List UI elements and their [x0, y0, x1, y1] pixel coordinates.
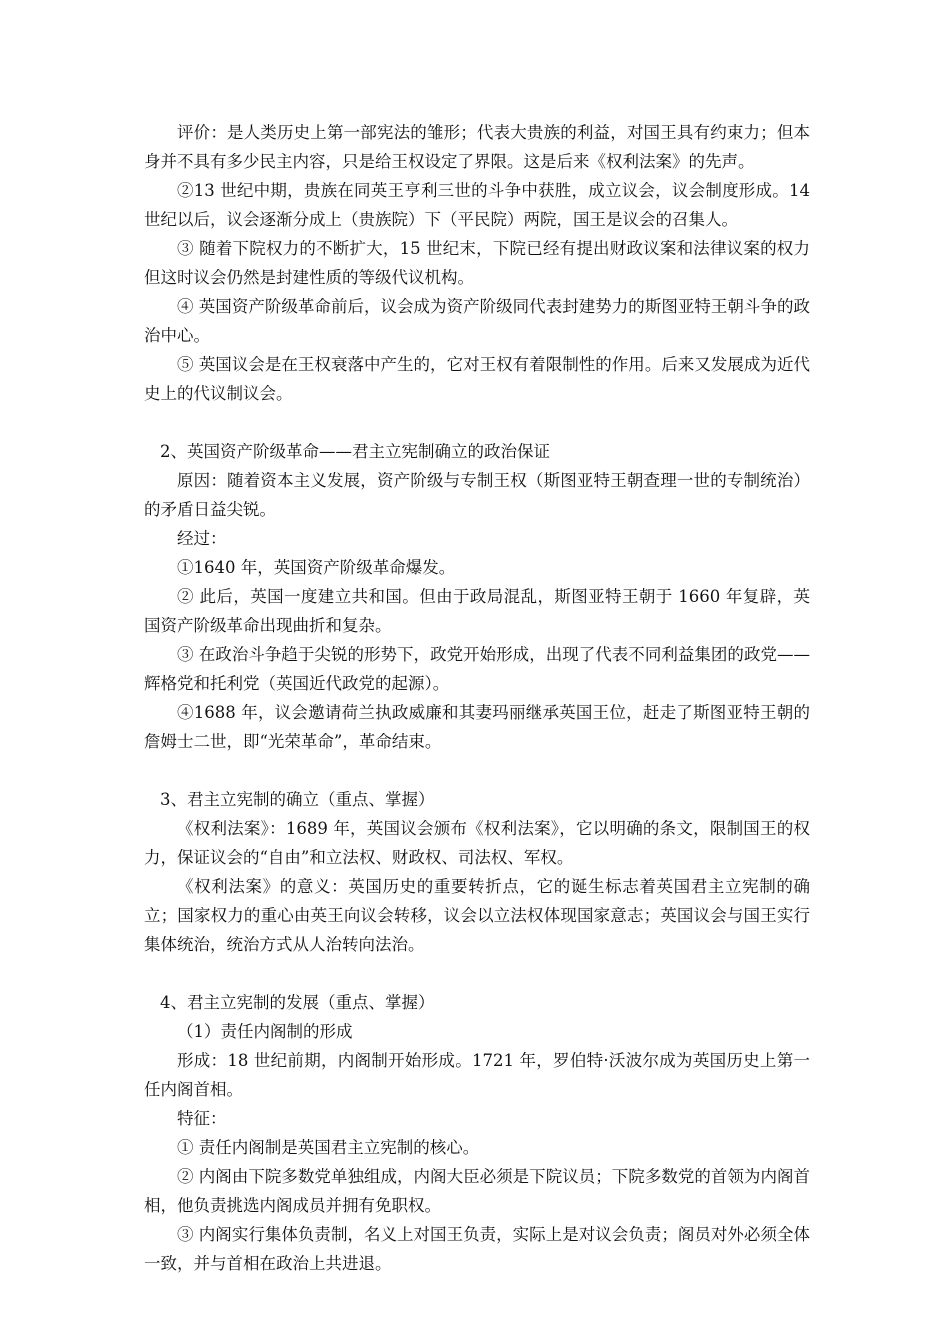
- section-gap: [144, 959, 810, 988]
- cabinet-feature-1: ① 责任内阁制是英国君主立宪制的核心。: [177, 1138, 480, 1157]
- revolution-point-1: ①1640 年，英国资产阶级革命爆发。: [177, 558, 456, 577]
- evaluation-paragraph: 评价：是人类历史上第一部宪法的雏形；代表大贵族的利益，对国王具有约束力；但本身并不具有多少民主内容，只是给王权设定了界限。这是后来《权利法案》的先声。: [144, 123, 810, 171]
- cabinet-subheading: （1）责任内阁制的形成: [177, 1022, 353, 1041]
- cabinet-formation: 形成：18 世纪前期，内阁制开始形成。1721 年，罗伯特·沃波尔成为英国历史上第一任内阁首相。: [144, 1051, 810, 1099]
- bill-of-rights-paragraph: 《权利法案》：1689 年，英国议会颁布《权利法案》，它以明确的条文，限制国王的权力，保证议会的“自由”和立法权、财政权、司法权、军权。: [144, 819, 810, 867]
- cabinet-features-label: 特征：: [177, 1109, 227, 1128]
- bill-of-rights-significance: 《权利法案》的意义：英国历史的重要转折点，它的诞生标志着英国君主立宪制的确立；国家权力的重心由英王向议会转移，议会以立法权体现国家意志；英国议会与国王实行集体统治，统治方式从人治转向法治。: [144, 877, 810, 954]
- revolution-point-4: ④1688 年，议会邀请荷兰执政威廉和其妻玛丽继承英国王位，赶走了斯图亚特王朝的詹姆士二世，即“光荣革命”，革命结束。: [144, 703, 810, 751]
- parliament-point-4: ④ 英国资产阶级革命前后，议会成为资产阶级同代表封建势力的斯图亚特王朝斗争的政治中心。: [144, 297, 810, 345]
- section-gap: [144, 408, 810, 437]
- parliament-point-3: ③ 随着下院权力的不断扩大，15 世纪末，下院已经有提出财政议案和法律议案的权力但这时议会仍然是封建性质的等级代议机构。: [144, 239, 810, 287]
- revolution-point-2: ② 此后，英国一度建立共和国。但由于政局混乱，斯图亚特王朝于 1660 年复辟，英国资产阶级革命出现曲折和复杂。: [144, 587, 810, 635]
- revolution-process-label: 经过：: [177, 529, 227, 548]
- parliament-point-2: ②13 世纪中期，贵族在同英王亨利三世的斗争中获胜，成立议会，议会制度形成。14 世纪以后，议会逐渐分成上（贵族院）下（平民院）两院，国王是议会的召集人。: [144, 181, 810, 229]
- revolution-cause: 原因：随着资本主义发展，资产阶级与专制王权（斯图亚特王朝查理一世的专制统治）的矛盾日益尖锐。: [144, 471, 810, 519]
- cabinet-feature-3: ③ 内阁实行集体负责制，名义上对国王负责，实际上是对议会负责；阁员对外必须全体一致，并与首相在政治上共进退。: [144, 1225, 810, 1273]
- section-gap: [144, 756, 810, 785]
- section-2-heading: 2、英国资产阶级革命——君主立宪制确立的政治保证: [160, 442, 550, 461]
- parliament-point-5: ⑤ 英国议会是在王权衰落中产生的，它对王权有着限制性的作用。后来又发展成为近代史上的代议制议会。: [144, 355, 810, 403]
- cabinet-feature-2: ② 内阁由下院多数党单独组成，内阁大臣必须是下院议员；下院多数党的首领为内阁首相，他负责挑选内阁成员并拥有免职权。: [144, 1167, 810, 1215]
- section-3-heading: 3、君主立宪制的确立（重点、掌握）: [160, 790, 435, 809]
- section-4-heading: 4、君主立宪制的发展（重点、掌握）: [160, 993, 435, 1012]
- revolution-point-3: ③ 在政治斗争趋于尖锐的形势下，政党开始形成，出现了代表不同利益集团的政党——辉格党和托利党（英国近代政党的起源）。: [144, 645, 810, 693]
